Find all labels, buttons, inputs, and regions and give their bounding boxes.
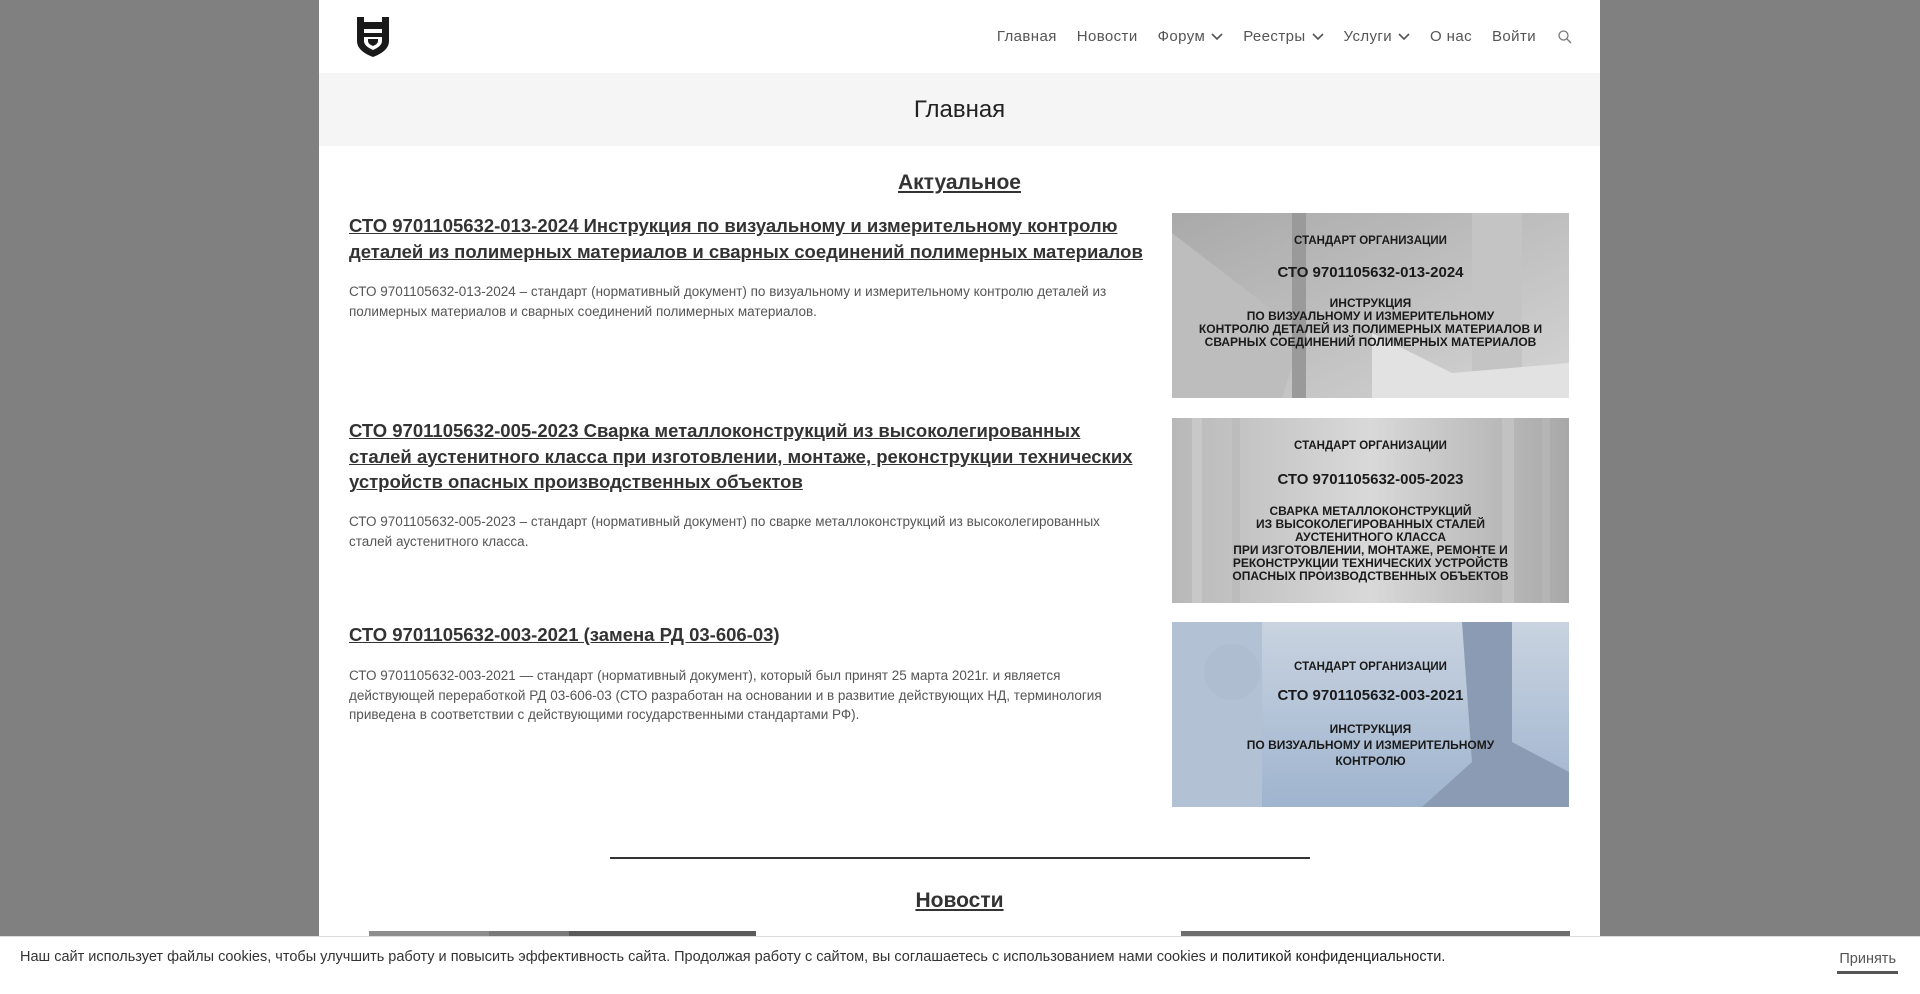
nav-item-registries[interactable]: Реестры <box>1243 28 1323 45</box>
image-line: КОНТРОЛЮ <box>1335 754 1406 768</box>
site-container <box>319 0 1600 993</box>
image-line: ПРИ ИЗГОТОВЛЕНИИ, МОНТАЖЕ, РЕМОНТЕ И <box>1233 543 1508 557</box>
nav-item-news[interactable]: Новости <box>1076 28 1138 45</box>
nav-item-home[interactable]: Главная <box>996 28 1057 45</box>
shield-logo-icon[interactable] <box>355 15 391 59</box>
article-description: СТО 9701105632-003-2021 — стандарт (нормативный документ), который был принят 25 марта 2021г. и является действующей переработкой РД 03-606-03 (СТО разработан на основании и в развитие действующих НД, терминология приведена в соответствии с действующими государственными стандартами РФ). <box>349 668 1102 722</box>
image-line: ПО ВИЗУАЛЬНОМУ И ИЗМЕРИТЕЛЬНОМУ <box>1246 738 1495 752</box>
page-title: Главная <box>913 95 1006 123</box>
site-header <box>319 0 1600 73</box>
chevron-down-icon <box>1211 33 1223 41</box>
cookie-accept-button[interactable]: Принять <box>1837 951 1898 974</box>
image-line: ИЗ ВЫСОКОЛЕГИРОВАННЫХ СТАЛЕЙ <box>1256 517 1485 531</box>
image-line: СВАРКА МЕТАЛЛОКОНСТРУКЦИЙ <box>1269 504 1472 518</box>
article-image[interactable] <box>1172 418 1569 603</box>
image-kicker: СТАНДАРТ ОРГАНИЗАЦИИ <box>1294 235 1447 247</box>
section-heading-actual[interactable]: Актуальное <box>897 171 1021 194</box>
nav-item-login[interactable]: Войти <box>1492 28 1536 45</box>
image-line: ИНСТРУКЦИЯ <box>1329 722 1412 736</box>
nav-item-services[interactable]: Услуги <box>1344 28 1411 45</box>
image-code: СТО 9701105632-005-2023 <box>1277 471 1464 488</box>
chevron-down-icon <box>1312 33 1324 41</box>
section-heading-news[interactable]: Новости <box>915 889 1004 912</box>
image-line: ИНСТРУКЦИЯ <box>1329 296 1412 310</box>
article-card <box>349 213 1580 398</box>
image-line: СВАРНЫХ СОЕДИНЕНИЙ ПОЛИМЕРНЫХ МАТЕРИАЛОВ <box>1204 335 1537 349</box>
chevron-down-icon <box>1398 33 1410 41</box>
article-description: СТО 9701105632-005-2023 – стандарт (нормативный документ) по сварке металлоконструкций из высоколегированных сталей аустенитного класса. <box>349 514 1100 549</box>
gauge-photo-image <box>1172 622 1569 807</box>
article-image[interactable] <box>1172 213 1569 398</box>
image-line: КОНТРОЛЮ ДЕТАЛЕЙ ИЗ ПОЛИМЕРНЫХ МАТЕРИАЛОВ И <box>1198 322 1543 336</box>
image-kicker: СТАНДАРТ ОРГАНИЗАЦИИ <box>1294 440 1447 452</box>
cookie-text: Наш сайт использует файлы cookies, чтобы улучшить работу и повысить эффективность сайта. Продолжая работу с сайтом, вы соглашаетесь с использованием нами cookies и политикой конфиденциальности. <box>20 949 1446 965</box>
section-divider <box>610 857 1310 859</box>
nav-item-about[interactable]: О нас <box>1430 28 1473 45</box>
image-kicker: СТАНДАРТ ОРГАНИЗАЦИИ <box>1294 661 1447 673</box>
image-line: ОПАСНЫХ ПРОИЗВОДСТВЕННЫХ ОБЪЕКТОВ <box>1232 569 1509 583</box>
search-icon[interactable] <box>1558 30 1572 44</box>
article-title[interactable]: СТО 9701105632-013-2024 Инструкция по визуальному и измерительному контролю деталей из полимерных материалов и сварных соединений полимерных материалов <box>349 215 1143 262</box>
article-image[interactable] <box>1172 622 1569 807</box>
cookie-bar <box>0 936 1920 994</box>
image-code: СТО 9701105632-003-2021 <box>1277 687 1464 704</box>
article-title[interactable]: СТО 9701105632-005-2023 Сварка металлоконструкций из высоколегированных сталей аустенитного класса при изготовлении, монтаже, реконструкции технических устройств опасных производственных объектов <box>349 420 1133 492</box>
main-nav <box>977 0 1572 73</box>
article-card <box>349 418 1580 603</box>
privacy-policy-link[interactable]: политикой конфиденциальности. <box>1222 949 1446 965</box>
image-line: ПО ВИЗУАЛЬНОМУ И ИЗМЕРИТЕЛЬНОМУ <box>1246 309 1495 323</box>
image-line: РЕКОНСТРУКЦИИ ТЕХНИЧЕСКИХ УСТРОЙСТВ <box>1232 556 1509 570</box>
page-title-bar <box>319 73 1600 146</box>
article-title[interactable]: СТО 9701105632-003-2021 (замена РД 03-606-03) <box>349 624 780 645</box>
image-code: СТО 9701105632-013-2024 <box>1277 264 1464 281</box>
article-card <box>349 622 1580 807</box>
image-line: АУСТЕНИТНОГО КЛАССА <box>1294 530 1447 544</box>
nav-item-forum[interactable]: Форум <box>1158 28 1224 45</box>
article-description: СТО 9701105632-013-2024 – стандарт (нормативный документ) по визуальному и измерительному контролю деталей из полимерных материалов и сварных соединений полимерных материалов. <box>349 284 1107 319</box>
